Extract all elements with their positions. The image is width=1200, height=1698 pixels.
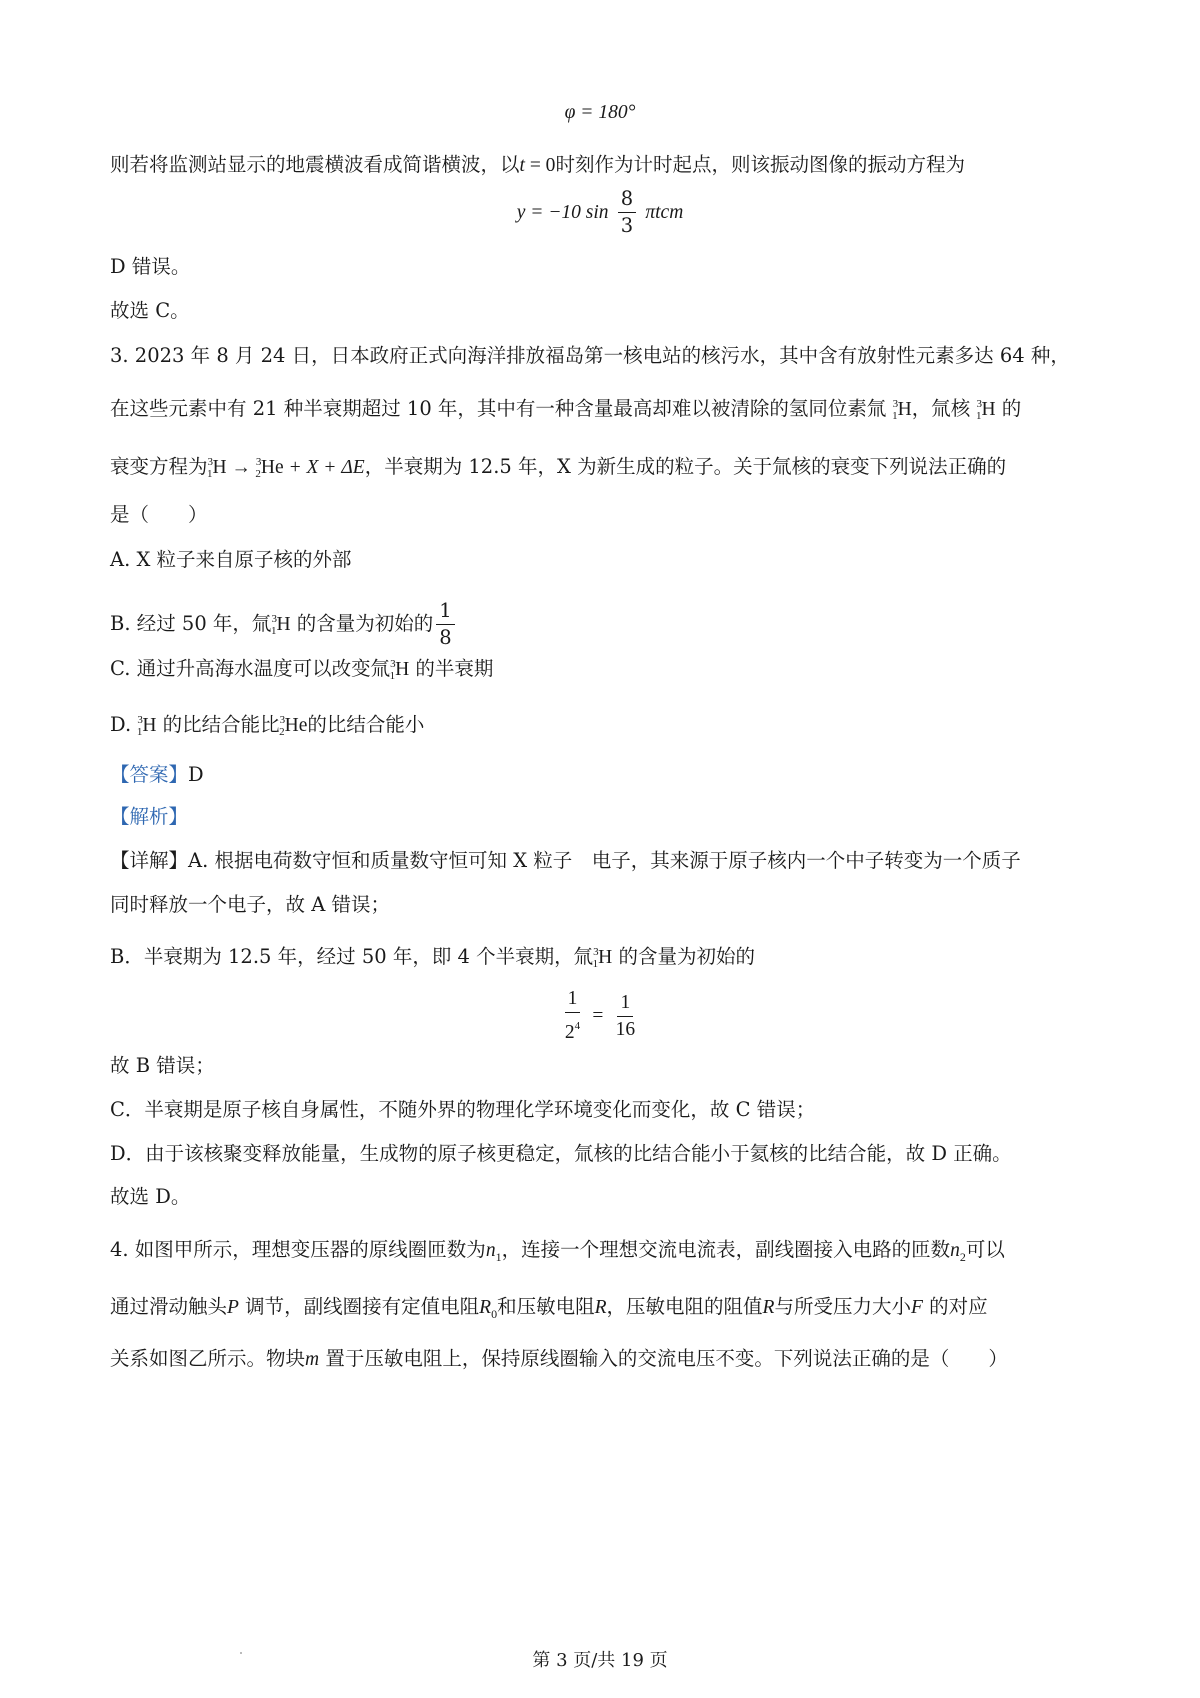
nuclide-tritium: 31H — [975, 398, 996, 422]
detail-line: 故 B 错误； — [110, 1054, 215, 1077]
nuclide-tritium: 31H — [270, 613, 291, 637]
nuclide-tritium: 31H — [207, 456, 227, 480]
nuclide-tritium: 31H — [389, 658, 410, 682]
nuclide-helium: 32He — [255, 456, 284, 480]
question-4-stem: 4. 如图甲所示，理想变压器的原线圈匝数为$n_1$，连接一个理想交流电流表，副线圈接入电路的匝数$n_2$可以 — [110, 1238, 1005, 1264]
answer-line — [110, 760, 204, 790]
detail-line: C．半衰期是原子核自身属性，不随外界的物理化学环境变化而变化，故 C 错误； — [110, 1098, 816, 1121]
detail-line: D．由于该核聚变释放能量，生成物的原子核更稳定，氚核的比结合能小于氦核的比结合能，故 D 正确。 — [110, 1142, 1012, 1165]
equation-fraction: $\frac{1}{2^4}$ = $\frac{1}{16}$ — [564, 988, 636, 1043]
text-line: 关系如图乙所示。物块m 置于压敏电阻上，保持原线圈输入的交流电压不变。下列说法正确的是（ ） — [110, 1347, 1008, 1370]
text-line: 在这些元素中有 21 种半衰期超过 10 年，其中有一种含量最高却难以被清除的氢同位素氚 31H，氚核 31H 的 — [110, 394, 1021, 425]
option-a: A. X 粒子来自原子核的外部 — [110, 548, 352, 571]
equation-y: y = −10 sin $\frac{8}{3}$ πtcm — [516, 187, 684, 237]
option-c: C. 通过升高海水温度可以改变氚31H 的半衰期 — [110, 654, 493, 685]
text-line: D 错误。 — [110, 255, 191, 278]
text-line: 则若将监测站显示的地震横波看成简谐横波，以t = 0时刻作为计时起点，则该振动图像的振动方程为 — [110, 153, 965, 176]
answer-label: 【答案】 — [110, 763, 189, 786]
text-line: 是（ ） — [110, 503, 208, 526]
nuclide-helium: 32He — [279, 714, 308, 738]
analysis-label: 【解析】 — [110, 805, 189, 828]
equation-phi: φ = 180° — [564, 102, 636, 123]
detail-line: B．半衰期为 12.5 年，经过 50 年，即 4 个半衰期，氚31H 的含量为初始的 — [110, 942, 755, 973]
nuclide-tritium: 31H — [592, 946, 613, 970]
option-d: D. 31H 的比结合能比32He的比结合能小 — [110, 710, 424, 741]
detail-line: 故选 D。 — [110, 1185, 191, 1208]
detail-line: 【详解】A. 根据电荷数守恒和质量数守恒可知 X 粒子 电子，其来源于原子核内一个中子转变为一个质子 — [110, 849, 1021, 872]
page-footer: 第 3 页/共 19 页 — [532, 1650, 668, 1671]
nuclide-tritium: 31H — [136, 714, 157, 738]
nuclide-tritium: 31H — [892, 398, 912, 422]
detail-line: 同时释放一个电子，故 A 错误； — [110, 893, 390, 916]
answer-value: D — [188, 763, 204, 786]
question-3-stem: 3. 2023 年 8 月 24 日，日本政府正式向海洋排放福岛第一核电站的核污水，其中含有放射性元素多达 64 种， — [110, 344, 1070, 367]
option-b: B. 经过 50 年，氚31H 的含量为初始的 $\frac{1}{8}$ — [110, 598, 458, 651]
text-line: 故选 C。 — [110, 299, 190, 322]
text-line: 衰变方程为31H → 32He + X + ΔE，半衰期为 12.5 年，X 为新生成的粒子。关于氚核的衰变下列说法正确的 — [110, 452, 1006, 483]
text-line: 通过滑动触头P 调节，副线圈接有定值电阻$R_0$和压敏电阻R，压敏电阻的阻值R与所受压力大小F 的对应 — [110, 1295, 988, 1321]
